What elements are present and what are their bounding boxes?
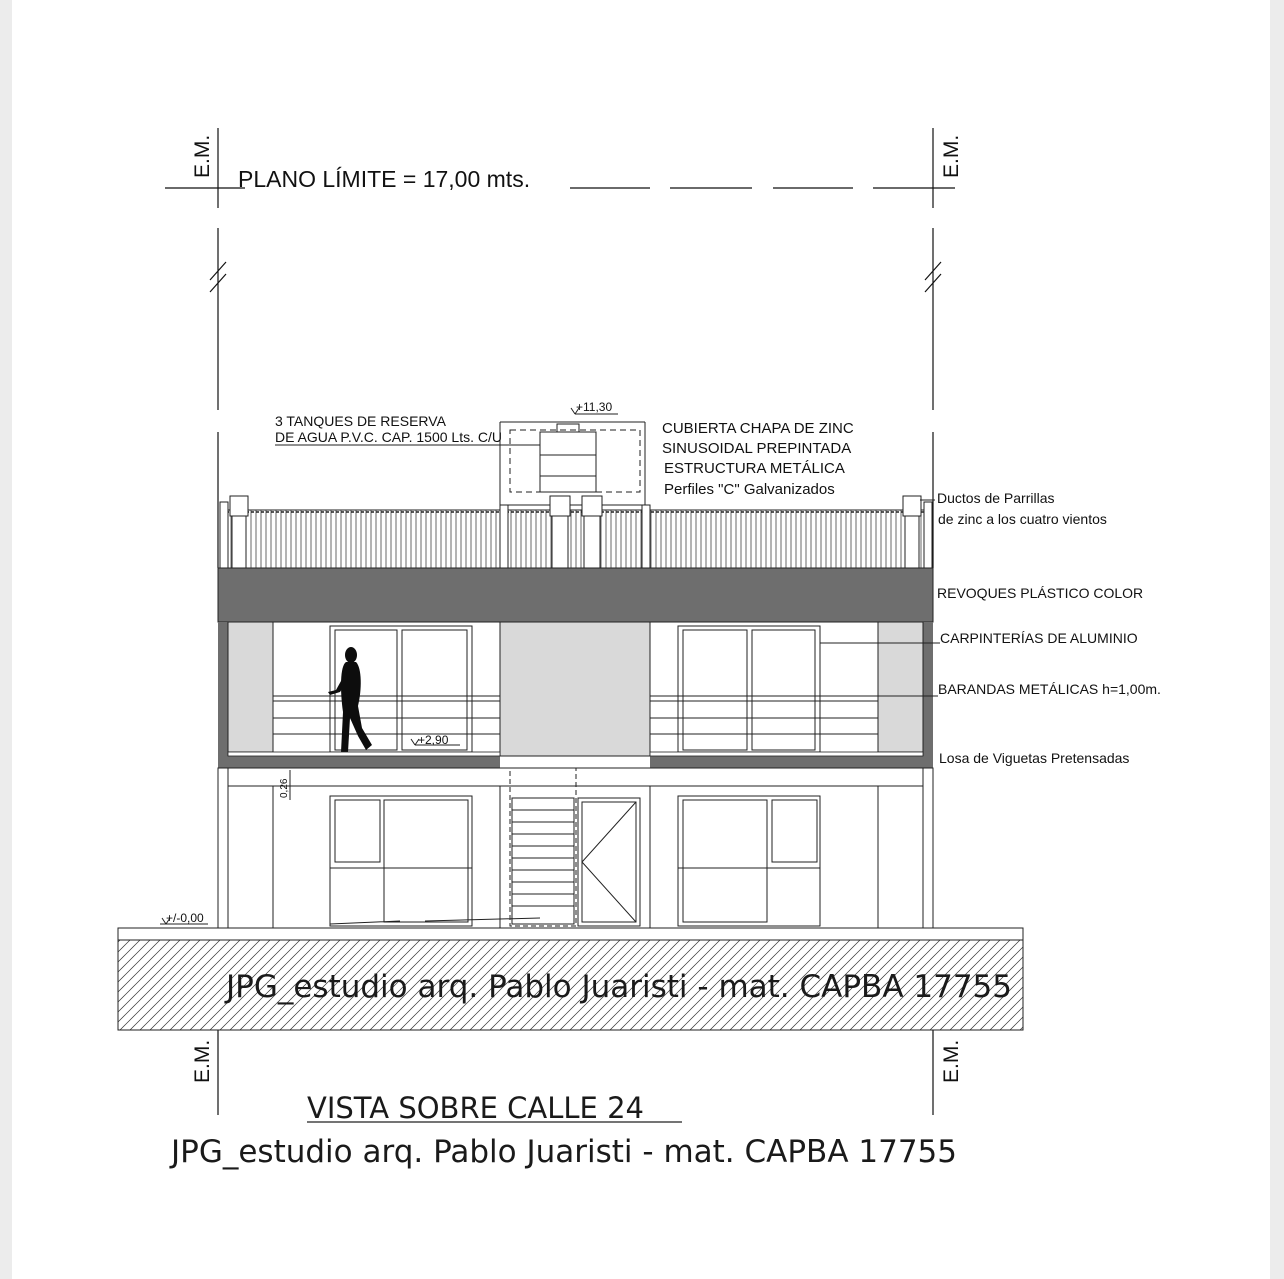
water-tank-enclosure [500,422,645,505]
first-floor-frame [218,622,933,756]
em-label-bottom-left: E.M. [191,1039,214,1083]
sidewalk-line [118,928,1023,940]
barandas-label: BARANDAS METÁLICAS h=1,00m. [938,681,1161,697]
level-roof-label: +11,30 [576,400,613,414]
cubierta-label-line4: Perfiles "C" Galvanizados [664,481,835,498]
cubierta-label-line1: CUBIERTA CHAPA DE ZINC [662,420,854,437]
ductos-label-line1: Ductos de Parrillas [937,490,1055,506]
dim-026-label: 0,26 [279,778,290,798]
level-floor1-label: +2,90 [418,733,449,747]
ductos-label-line2: de zinc a los cuatro vientos [938,511,1107,527]
wall-panel-center [500,622,650,756]
intermediate-slab-right [650,756,933,768]
losa-label: Losa de Viguetas Pretensadas [939,750,1130,766]
drawing-title: VISTA SOBRE CALLE 24 [307,1091,644,1125]
zinc-roof-sheeting [226,510,926,568]
revoques-label: REVOQUES PLÁSTICO COLOR [937,585,1144,601]
intermediate-slab [218,756,500,768]
em-label-top-right: E.M. [940,134,963,178]
upper-slab-band [218,568,933,622]
cubierta-label-line2: SINUSOIDAL PREPINTADA [662,440,852,457]
wall-panel-right [878,622,923,752]
wall-panel-left [228,622,273,752]
tanques-label-line2: DE AGUA P.V.C. CAP. 1500 Lts. C/U [275,429,502,445]
em-label-top-left: E.M. [191,134,214,178]
credit-line: JPG_estudio arq. Pablo Juaristi - mat. CAPBA 17755 [171,1134,957,1170]
level-ground-label: +/-0,00 [166,911,204,925]
em-label-bottom-right: E.M. [940,1039,963,1083]
plano-limite-label: PLANO LÍMITE = 17,00 mts. [238,166,531,192]
cubierta-label-line3: ESTRUCTURA METÁLICA [664,460,845,477]
watermark: JPG_estudio arq. Pablo Juaristi - mat. CAPBA 17755 [226,969,1012,1005]
carpinterias-label: CARPINTERÍAS DE ALUMINIO [940,630,1138,646]
tanques-label-line1: 3 TANQUES DE RESERVA [275,413,446,429]
